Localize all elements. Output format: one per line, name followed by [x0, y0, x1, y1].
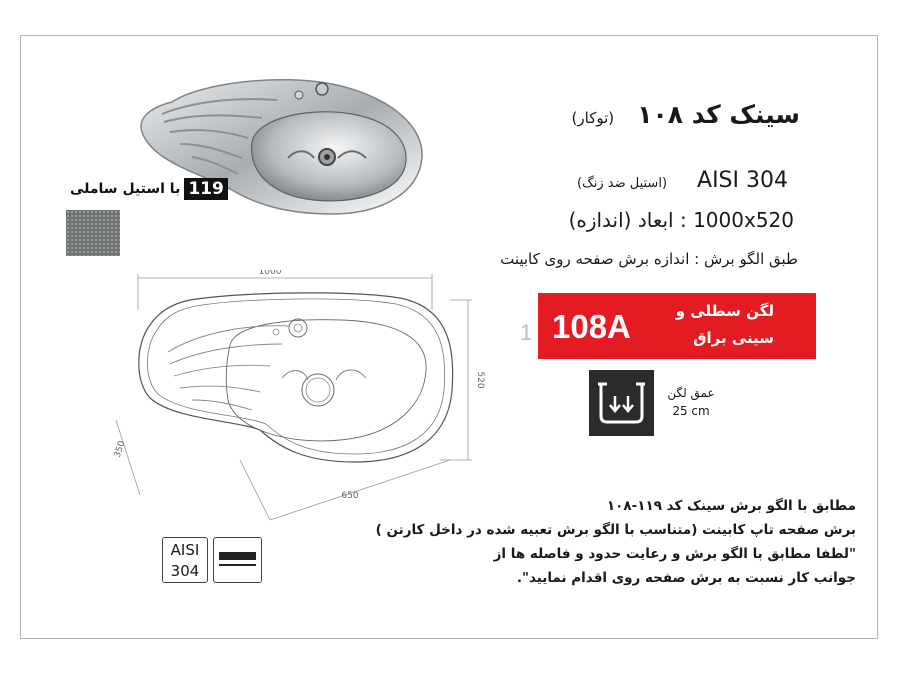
dimensions-text: 1000x520 : ابعاد (اندازه)	[568, 208, 794, 232]
dim-height-label: 520	[475, 371, 485, 389]
dim-side-label: 350	[112, 439, 128, 460]
depth-label: عمق لگن	[667, 386, 715, 400]
material-row	[577, 168, 788, 193]
aisi-304-icon	[162, 537, 208, 583]
finish-lines-icon	[213, 537, 262, 583]
side-mark: 1	[520, 320, 533, 345]
dim-width-label: 1000	[258, 270, 282, 277]
sink-depth-icon	[589, 370, 654, 436]
note-line: مطابق با الگو برش سینک کد ۱۱۹-۱۰۸	[606, 498, 856, 514]
material-note: (استیل ضد زنگ)	[577, 176, 668, 191]
cut-template-text: طبق الگو برش : اندازه برش صفحه روی کابینت	[500, 250, 798, 268]
product-title: سینک کد ۱۰۸	[637, 100, 800, 129]
note-line: "لطفا مطابق با الگو برش و رعایت حدود و فاصله ها از	[493, 546, 856, 562]
steel-texture-swatch	[66, 210, 120, 256]
technical-drawing	[110, 270, 490, 544]
aisi-line1: AISI	[170, 541, 200, 559]
depth-value: 25 cm	[672, 404, 710, 418]
installation-notes	[375, 494, 856, 590]
steel-badge	[66, 178, 228, 200]
model-box	[538, 293, 816, 359]
model-code: 108A	[552, 308, 631, 345]
product-subtitle: (توکار)	[571, 109, 615, 127]
dim-bowl-label: 650	[341, 491, 359, 501]
aisi-line2: 304	[170, 562, 200, 580]
material-grade: AISI 304	[697, 168, 788, 193]
note-line: برش صفحه تاپ کابینت (متناسب با الگو برش تعبیه شده در داخل کارتن )	[375, 522, 856, 538]
note-line: جوانب کار نسبت به برش صفحه روی اقدام نمایید".	[516, 570, 856, 586]
badge-text: با استیل ساملی	[70, 181, 181, 197]
model-desc-line2: سینی براق	[693, 329, 774, 347]
title-row	[572, 100, 800, 129]
badge-number: 119	[184, 178, 228, 200]
model-desc-line1: لگن سطلی و	[675, 302, 774, 320]
